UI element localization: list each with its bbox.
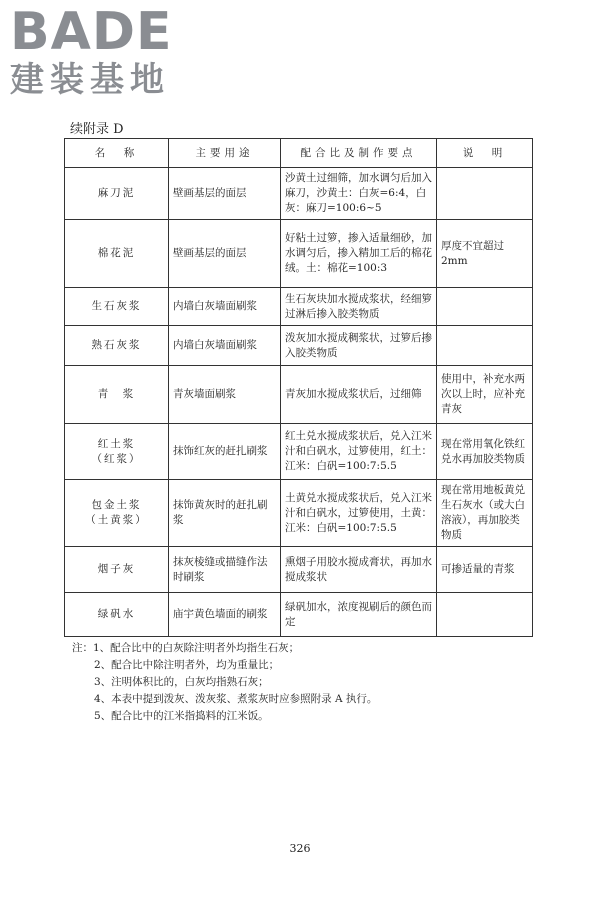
cell-name: 熟石灰浆 — [65, 326, 169, 366]
cell-note — [437, 168, 533, 220]
cell-usage: 壁画基层的面层 — [169, 168, 281, 220]
table-row — [65, 547, 533, 593]
cell-note — [437, 288, 533, 326]
table-notes — [72, 640, 377, 725]
logo-tagline: 建装基地 — [10, 60, 170, 100]
header-method: 配合比及制作要点 — [281, 139, 437, 168]
cell-usage: 庙宇黄色墙面的刷浆 — [169, 593, 281, 637]
cell-method: 红土兑水搅成浆状后，兑入江米汁和白矾水，过箩使用，红土：江米：白矾=100:7:5.5 — [281, 424, 437, 480]
cell-method: 熏烟子用胶水搅成膏状，再加水搅成浆状 — [281, 547, 437, 593]
table-header-row — [65, 139, 533, 168]
table-row — [65, 326, 533, 366]
table-row — [65, 220, 533, 288]
note-line: 4、本表中提到泼灰、泼灰浆、煮浆灰时应参照附录 A 执行。 — [94, 693, 378, 705]
cell-usage: 青灰墙面刷浆 — [169, 366, 281, 424]
cell-name: 麻刀泥 — [65, 168, 169, 220]
header-name: 名 称 — [65, 139, 169, 168]
cell-note — [437, 326, 533, 366]
cell-usage: 内墙白灰墙面刷浆 — [169, 288, 281, 326]
cell-method: 青灰加水搅成浆状后，过细筛 — [281, 366, 437, 424]
cell-usage: 壁画基层的面层 — [169, 220, 281, 288]
note-line: 3、注明体积比的，白灰均指熟石灰； — [94, 676, 269, 688]
cell-note: 可掺适量的青浆 — [437, 547, 533, 593]
cell-name: 棉花泥 — [65, 220, 169, 288]
table-row — [65, 480, 533, 547]
cell-method: 绿矾加水，浓度视刷后的颜色而定 — [281, 593, 437, 637]
cell-name: 红土浆 （红浆） — [65, 424, 169, 480]
note-line: 5、配合比中的江米指捣料的江米饭。 — [94, 710, 269, 722]
cell-name: 烟子灰 — [65, 547, 169, 593]
header-usage: 主要用途 — [169, 139, 281, 168]
table-row — [65, 168, 533, 220]
cell-usage: 抹饰黄灰时的赶扎刷浆 — [169, 480, 281, 547]
cell-method: 好粘土过箩，掺入适量细砂，加水调匀后，掺入精加工后的棉花绒。土：棉花=100:3 — [281, 220, 437, 288]
header-note: 说 明 — [437, 139, 533, 168]
table-row — [65, 593, 533, 637]
cell-note: 现在常用氧化铁红兑水再加胶类物质 — [437, 424, 533, 480]
cell-note: 使用中，补充水两次以上时，应补充青灰 — [437, 366, 533, 424]
section-title: 续附录 D — [70, 122, 124, 137]
site-logo — [10, 2, 180, 106]
note-line: 2、配合比中除注明者外，均为重量比； — [94, 659, 280, 671]
cell-method: 泼灰加水搅成稠浆状，过箩后掺入胶类物质 — [281, 326, 437, 366]
cell-method: 沙黄土过细筛，加水调匀后加入麻刀，沙黄土：白灰=6:4，白灰：麻刀=100:6~5 — [281, 168, 437, 220]
cell-name: 生石灰浆 — [65, 288, 169, 326]
table-row — [65, 366, 533, 424]
cell-note — [437, 593, 533, 637]
cell-note: 现在常用地板黄兑生石灰水（或大白溶液），再加胶类物质 — [437, 480, 533, 547]
cell-method: 土黄兑水搅成浆状后，兑入江米汁和白矾水，过箩使用，土黄：江米：白矾=100:7:5.5 — [281, 480, 437, 547]
cell-note: 厚度不宜超过2mm — [437, 220, 533, 288]
logo-wordmark: BADE — [10, 2, 173, 62]
table-row — [65, 288, 533, 326]
cell-usage: 内墙白灰墙面刷浆 — [169, 326, 281, 366]
table-body — [65, 168, 533, 637]
page-number: 326 — [289, 842, 311, 855]
cell-name: 绿矾水 — [65, 593, 169, 637]
cell-name: 包金土浆 （土黄浆） — [65, 480, 169, 547]
note-line: 注：1、配合比中的白灰除注明者外均指生石灰； — [72, 642, 300, 654]
cell-usage: 抹饰红灰的赶扎刷浆 — [169, 424, 281, 480]
table-row — [65, 424, 533, 480]
materials-table — [64, 138, 533, 637]
cell-method: 生石灰块加水搅成浆状，经细箩过淋后掺入胶类物质 — [281, 288, 437, 326]
cell-name: 青 浆 — [65, 366, 169, 424]
cell-usage: 抹灰棱缝或描缝作法时刷浆 — [169, 547, 281, 593]
